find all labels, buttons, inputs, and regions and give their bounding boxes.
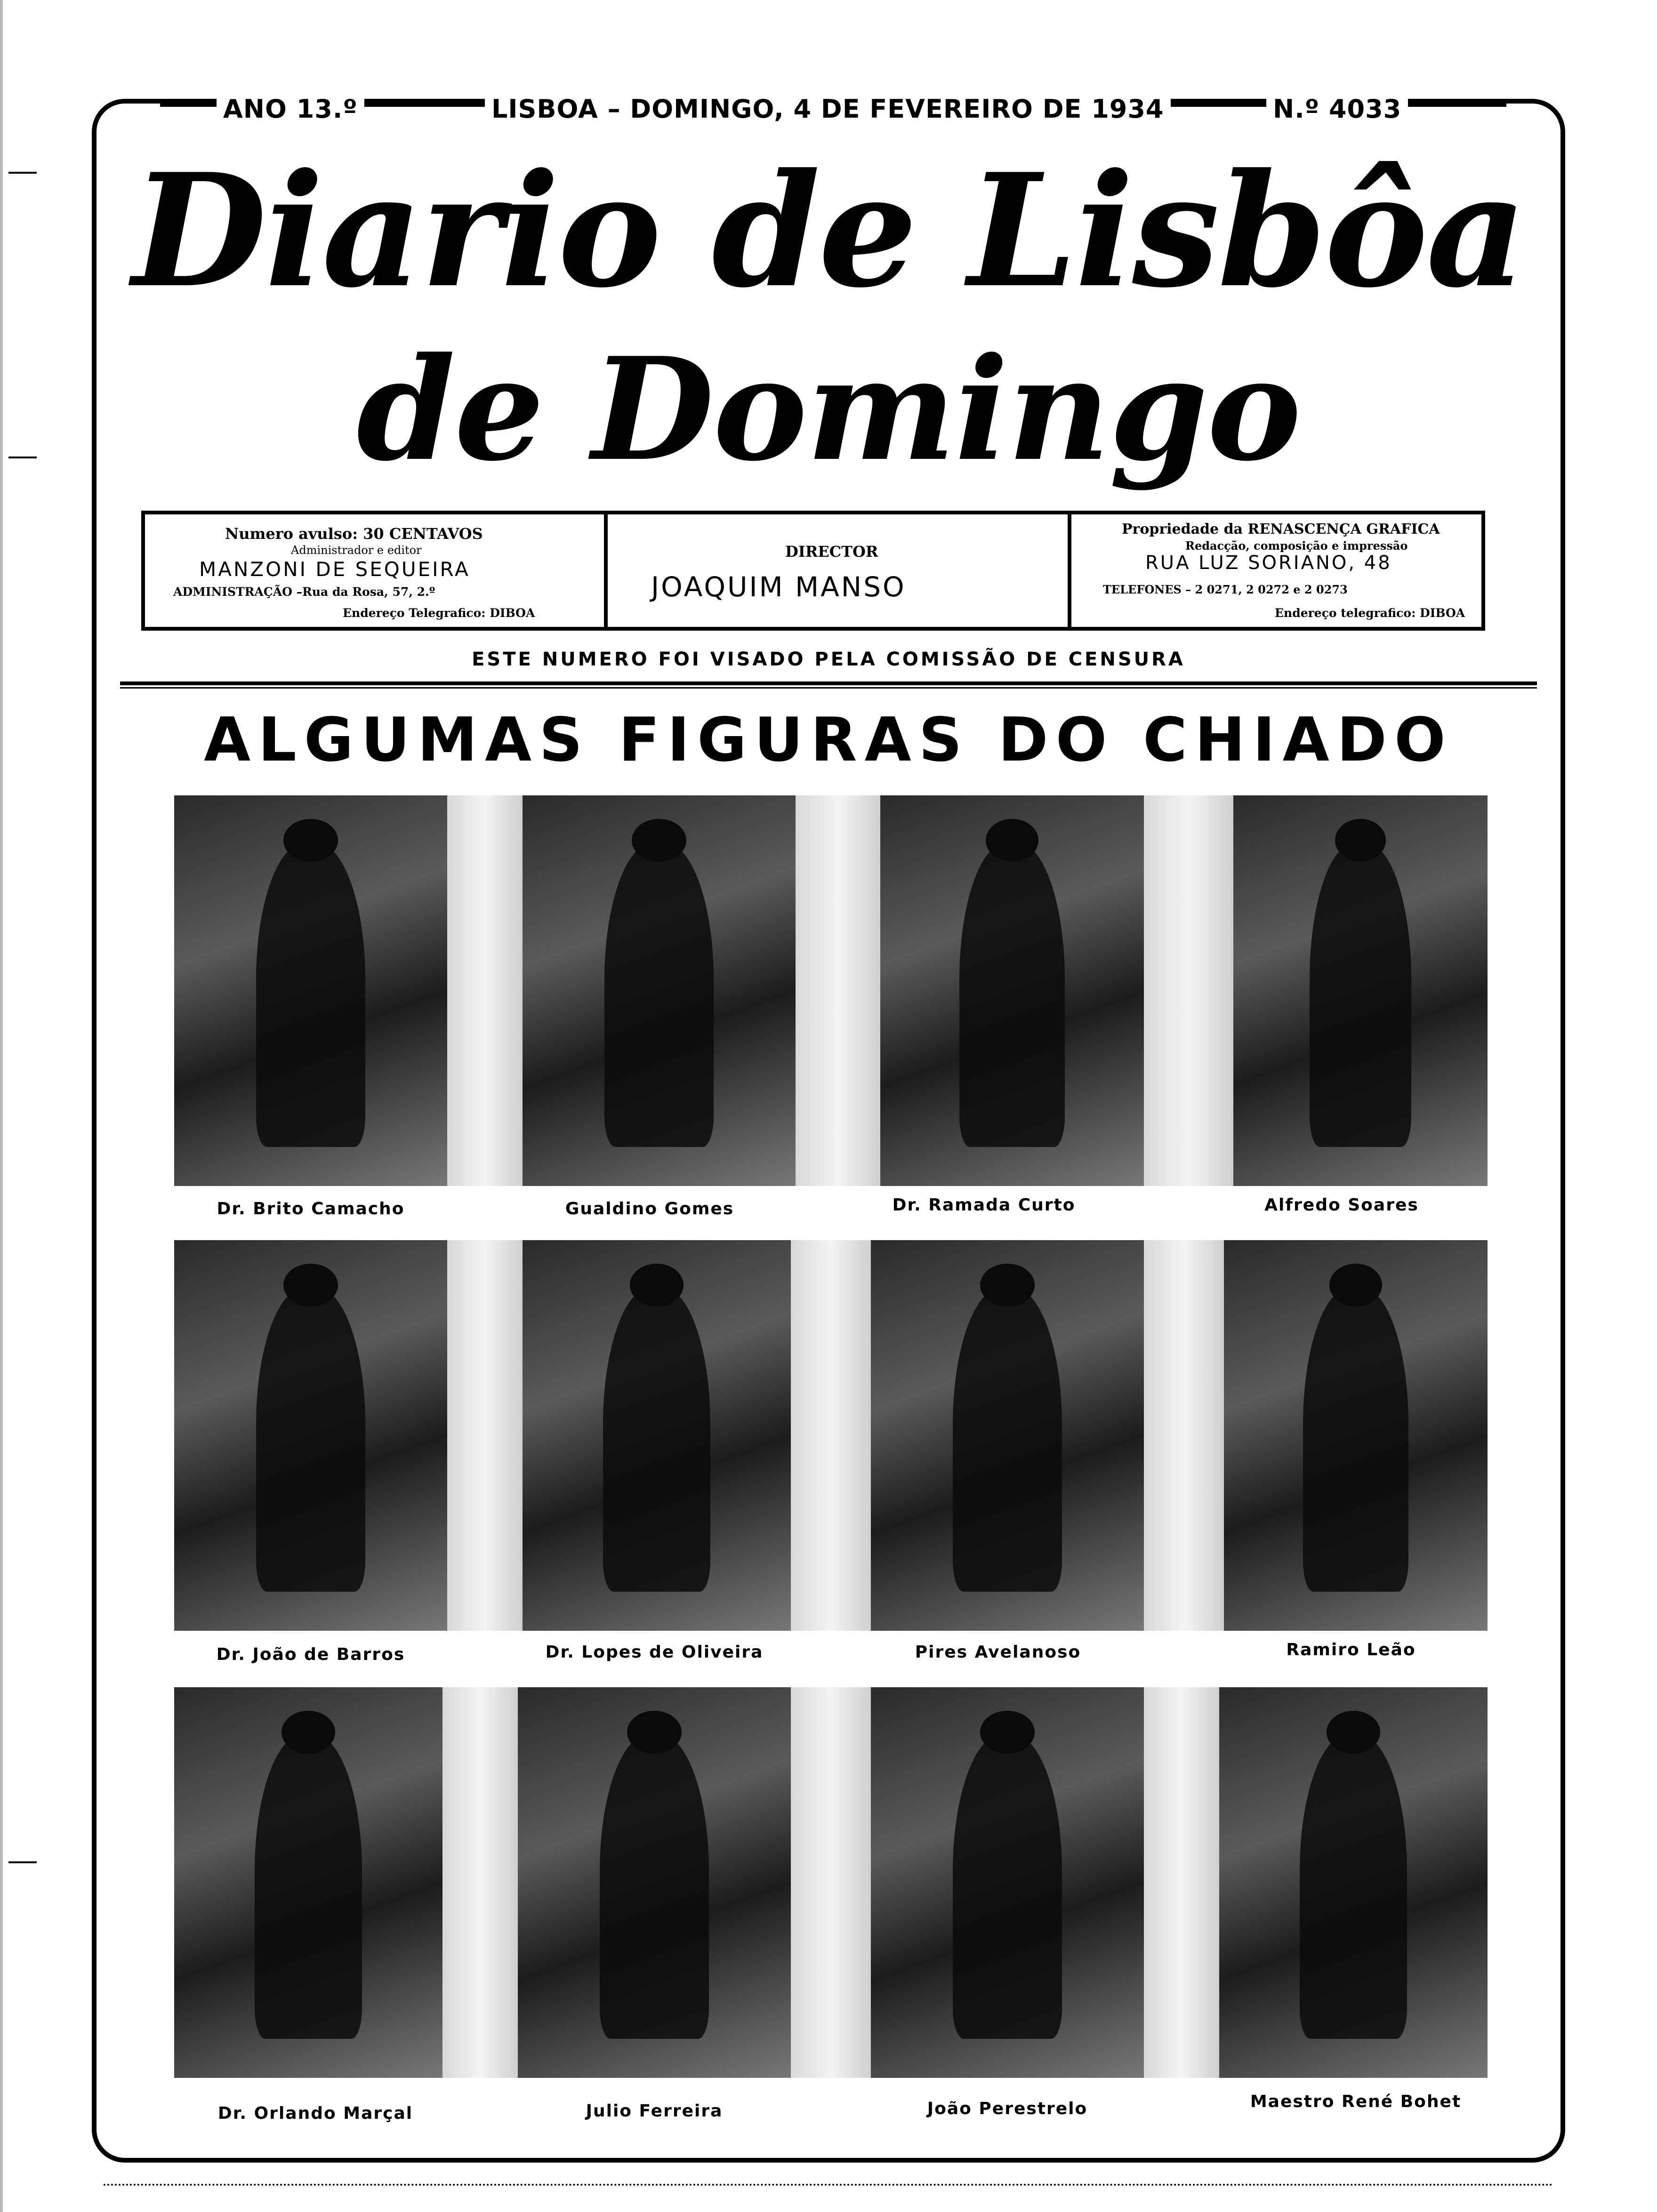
photo-joao-perestrelo (871, 1687, 1144, 2078)
photo-divider (442, 1687, 518, 2078)
photo-ramada-curto (880, 795, 1144, 1186)
caption-pires-avelanoso: Pires Avelanoso (915, 1643, 1081, 1662)
admin-name: MANZONI DE SEQUEIRA (199, 558, 470, 581)
owner-text: Propriedade da RENASCENÇA GRAFICA (1122, 521, 1440, 537)
caption-joao-de-barros: Dr. João de Barros (216, 1645, 405, 1664)
caption-ramiro-leao: Ramiro Leão (1286, 1640, 1416, 1659)
photo-divider (791, 1240, 871, 1631)
caption-julio-ferreira: Julio Ferreira (586, 2101, 723, 2121)
section-rule-thin (120, 687, 1537, 689)
phones-text: TELEFONES – 2 0271, 2 0272 e 2 0273 (1103, 583, 1348, 596)
photo-pires-avelanoso (871, 1240, 1144, 1631)
headline: ALGUMAS FIGURAS DO CHIADO (204, 705, 1453, 775)
info-box (141, 511, 1485, 631)
header-numero: N.º 4033 (1266, 94, 1408, 124)
photo-brito-camacho (174, 795, 447, 1186)
photo-divider (1144, 1687, 1219, 2078)
director-name: JOAQUIM MANSO (651, 571, 906, 603)
crop-mark (8, 1861, 37, 1863)
caption-ramada-curto: Dr. Ramada Curto (892, 1195, 1076, 1215)
caption-orlando-marcal: Dr. Orlando Marçal (217, 2104, 413, 2123)
admin-telegraph: Endereço Telegrafico: DIBOA (343, 606, 535, 620)
right-telegraph: Endereço telegrafico: DIBOA (1275, 606, 1465, 620)
director-label: DIRECTOR (785, 543, 878, 561)
photo-rene-bohet (1219, 1687, 1488, 2078)
header-ano: ANO 13.º (217, 94, 364, 124)
masthead-title: Diario de Lisbôa (132, 139, 1525, 322)
photo-divider (1144, 1240, 1224, 1631)
price-text: Numero avulso: 30 CENTAVOS (225, 525, 483, 543)
crop-mark (8, 172, 37, 174)
street-text: RUA LUZ SORIANO, 48 (1145, 552, 1392, 574)
photo-divider (796, 795, 880, 1186)
caption-alfredo-soares: Alfredo Soares (1264, 1195, 1419, 1215)
info-divider-left (604, 514, 608, 627)
photo-ramiro-leao (1224, 1240, 1488, 1631)
photo-joao-de-barros (174, 1240, 447, 1631)
caption-lopes-de-oliveira: Dr. Lopes de Oliveira (545, 1643, 764, 1662)
header-dateline: LISBOA – DOMINGO, 4 DE FEVEREIRO DE 1934 (485, 94, 1171, 124)
admin-label: Administrador e editor (291, 544, 422, 557)
caption-rene-bohet: Maestro René Bohet (1250, 2092, 1462, 2111)
caption-joao-perestrelo: João Perestrelo (927, 2099, 1088, 2118)
bottom-dotted-rule (104, 2184, 1553, 2188)
photo-lopes-de-oliveira (523, 1240, 791, 1631)
caption-brito-camacho: Dr. Brito Camacho (217, 1199, 405, 1218)
info-divider-right (1068, 514, 1071, 627)
section-rule (120, 681, 1537, 685)
masthead-subtitle: de Domingo (356, 326, 1301, 492)
photo-divider (791, 1687, 871, 2078)
photo-divider (447, 795, 523, 1186)
photo-divider (447, 1240, 523, 1631)
censorship-note: ESTE NUMERO FOI VISADO PELA COMISSÃO DE CENSURA (472, 649, 1185, 670)
admin-address: ADMINISTRAÇÃO –Rua da Rosa, 57, 2.º (173, 585, 435, 599)
photo-gualdino-gomes (523, 795, 796, 1186)
photo-orlando-marcal (174, 1687, 442, 2078)
photo-julio-ferreira (518, 1687, 791, 2078)
scan-edge (0, 0, 3, 2212)
redaction-text: Redacção, composição e impressão (1185, 539, 1408, 553)
caption-gualdino-gomes: Gualdino Gomes (565, 1199, 734, 1218)
crop-mark (8, 457, 37, 458)
photo-alfredo-soares (1233, 795, 1488, 1186)
photo-divider (1144, 795, 1233, 1186)
